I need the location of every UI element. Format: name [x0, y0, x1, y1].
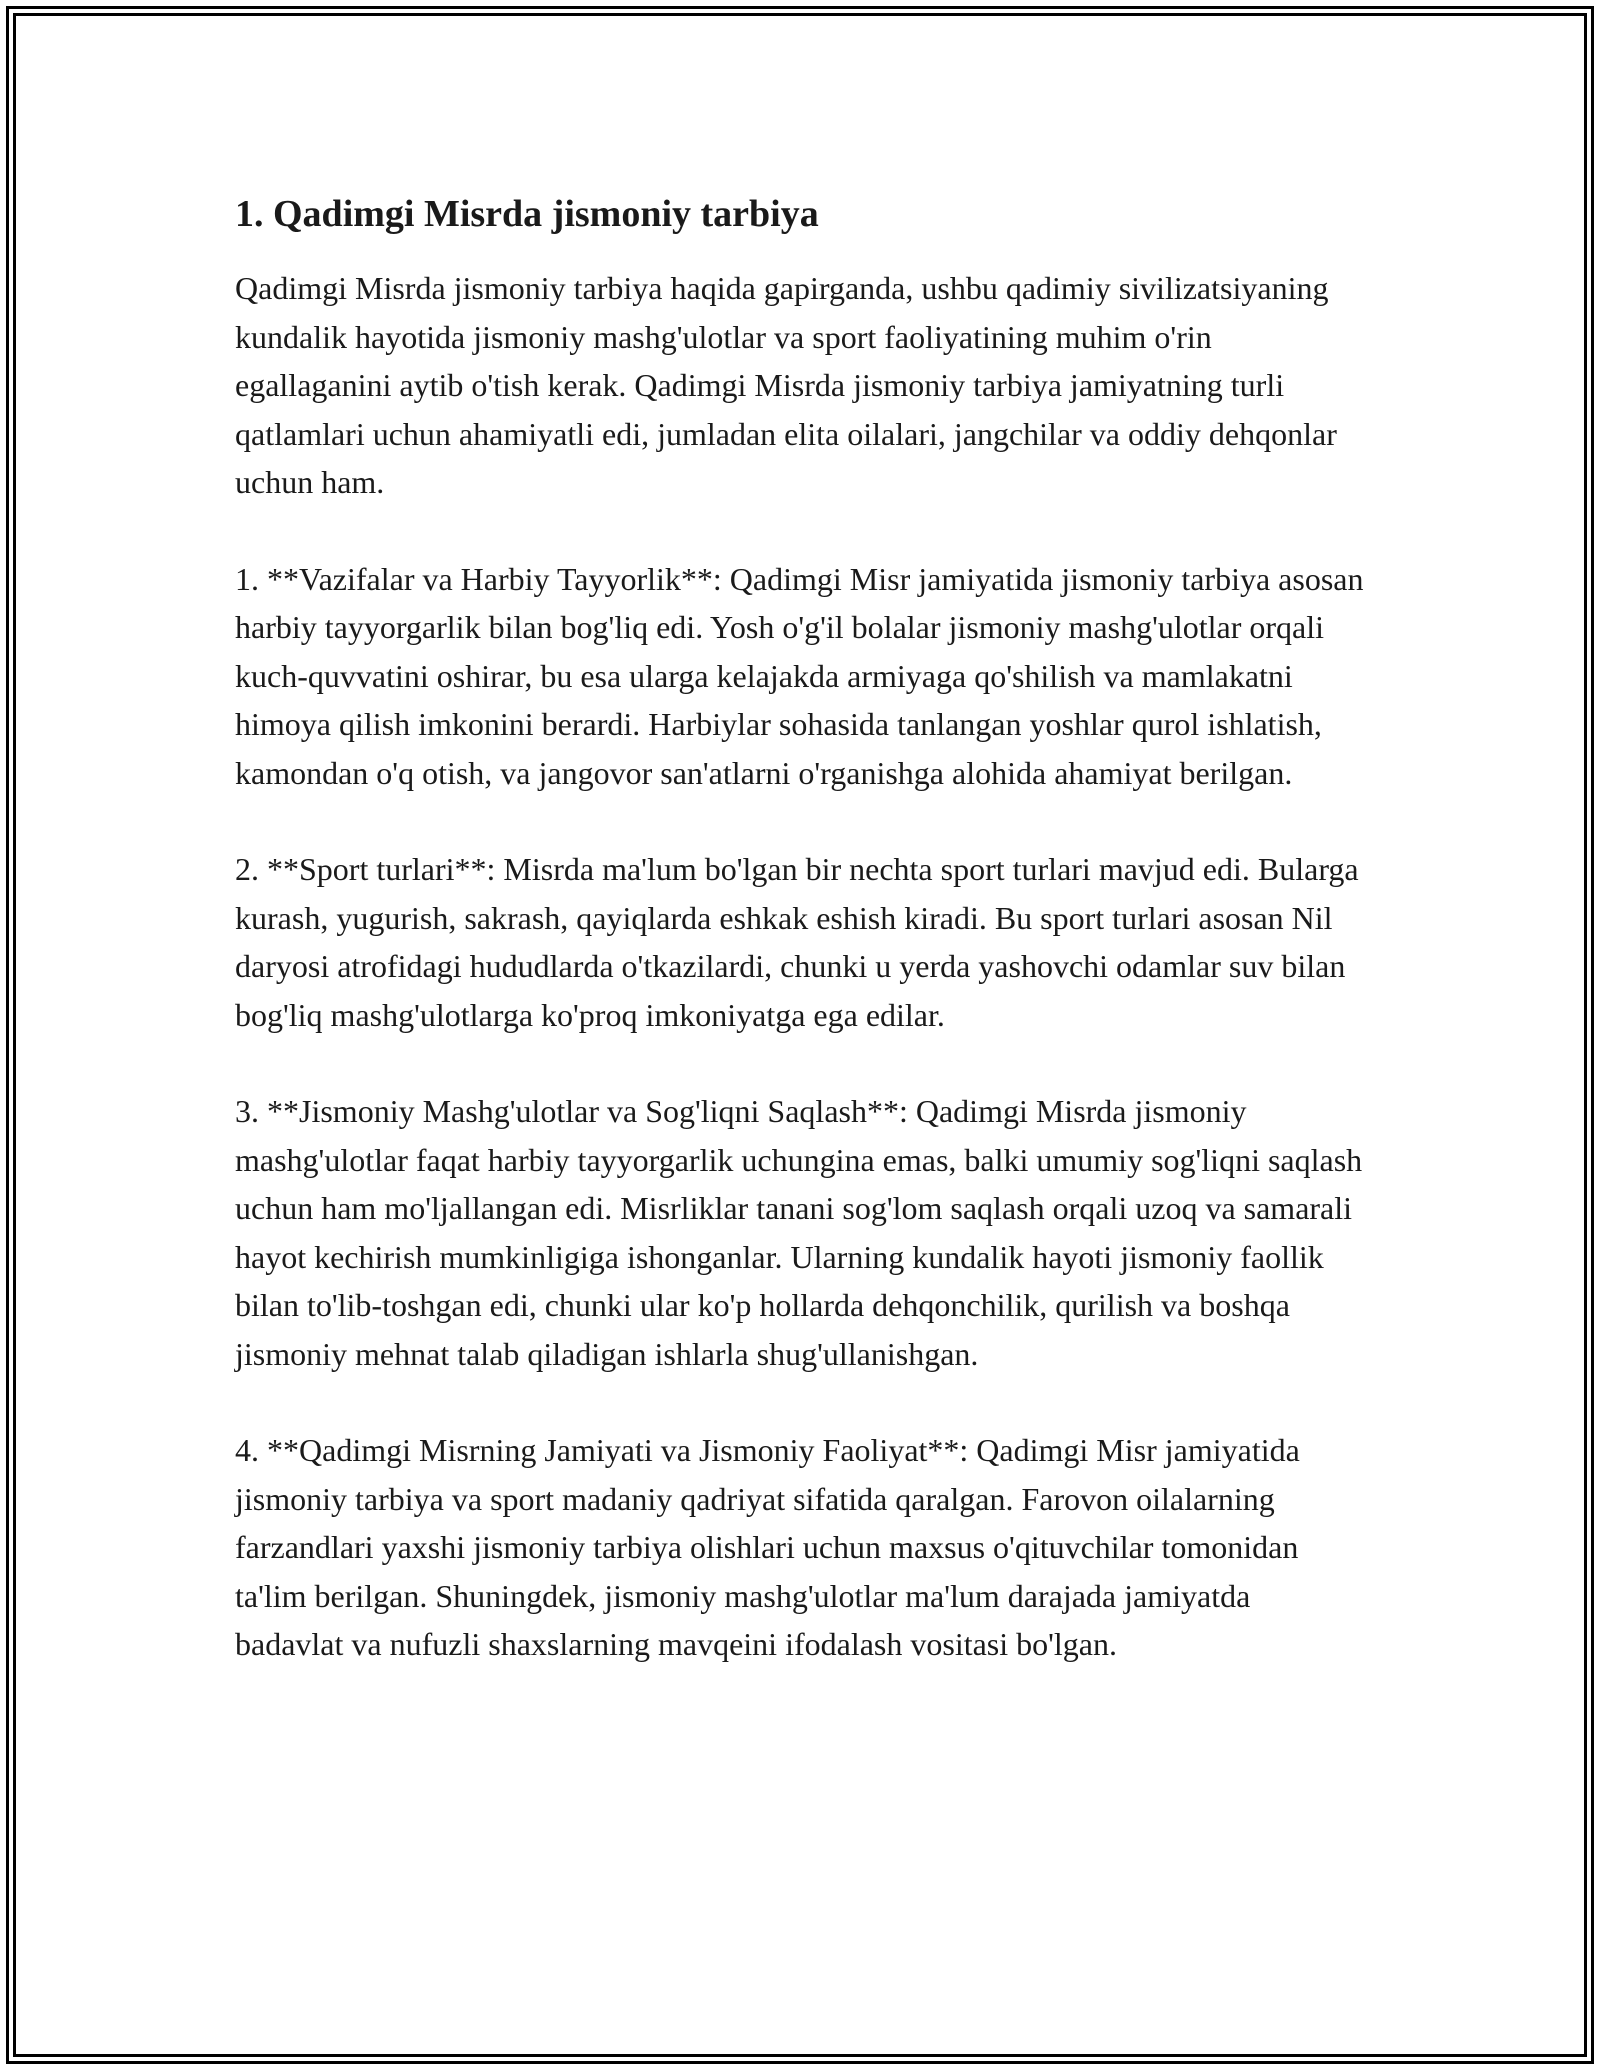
paragraph-military-training: 1. **Vazifalar va Harbiy Tayyorlik**: Qadimgi Misr jamiyatida jismoniy tarbiya asosan harbiy tayyorgarlik bilan bog'liq edi. Yosh o'g'il bolalar jismoniy mashg'ulotlar orqali kuch-quvvatini oshirar, bu esa ularga kelajakda armiyaga qo'shilish va mamlakatni himoya qilish imkonini berardi. Harbiylar sohasida tanlangan yoshlar qurol ishlatish, kamondan o'q otish, va jangovor san'atlarni o'rganishga alohida ahamiyat berilgan.	[235, 560, 1364, 791]
paragraph-sport-types: 2. **Sport turlari**: Misrda ma'lum bo'lgan bir nechta sport turlari mavjud edi. Bularga kurash, yugurish, sakrash, qayiqlarda eshkak eshish kiradi. Bu sport turlari asosan Nil daryosi atrofidagi hududlarda o'tkazilardi, chunki u yerda yashovchi odamlar suv bilan bog'liq mashg'ulotlarga ko'proq imkoniyatga ega edilar.	[235, 851, 1359, 1033]
paragraph-society: 4. **Qadimgi Misrning Jamiyati va Jismoniy Faoliyat**: Qadimgi Misr jamiyatida jismoniy tarbiya va sport madaniy qadriyat sifatida qaralgan. Farovon oilalarning farzandlari yaxshi jismoniy tarbiya olishlari uchun maxsus o'qituvchilar tomonidan ta'lim berilgan. Shuningdek, jismoniy mashg'ulotlar ma'lum darajada jamiyatda badavlat va nufuzli shaxslarning mavqeini ifodalash vositasi bo'lgan.	[235, 1432, 1300, 1662]
document-body	[235, 188, 1365, 1669]
paragraph-health: 3. **Jismoniy Mashg'ulotlar va Sog'liqni Saqlash**: Qadimgi Misrda jismoniy mashg'ulotlar faqat harbiy tayyorgarlik uchungina emas, balki umumiy sog'liqni saqlash uchun ham mo'ljallangan edi. Misrliklar tanani sog'lom saqlash orqali uzoq va samarali hayot kechirish mumkinligiga ishonganlar. Ularning kundalik hayoti jismoniy faollik bilan to'lib-toshgan edi, chunki ular ko'p hollarda dehqonchilik, qurilish va boshqa jismoniy mehnat talab qiladigan ishlarla shug'ullanishgan.	[235, 1093, 1363, 1372]
section-title: 1. Qadimgi Misrda jismoniy tarbiya	[235, 193, 819, 235]
intro-paragraph: Qadimgi Misrda jismoniy tarbiya haqida gapirganda, ushbu qadimiy sivilizatsiyaning kundalik hayotida jismoniy mashg'ulotlar va sport faoliyatining muhim o'rin egallaganini aytib o'tish kerak. Qadimgi Misrda jismoniy tarbiya jamiyatning turli qatlamlari uchun ahamiyatli edi, jumladan elita oilalari, jangchilar va oddiy dehqonlar uchun ham.	[235, 270, 1337, 500]
